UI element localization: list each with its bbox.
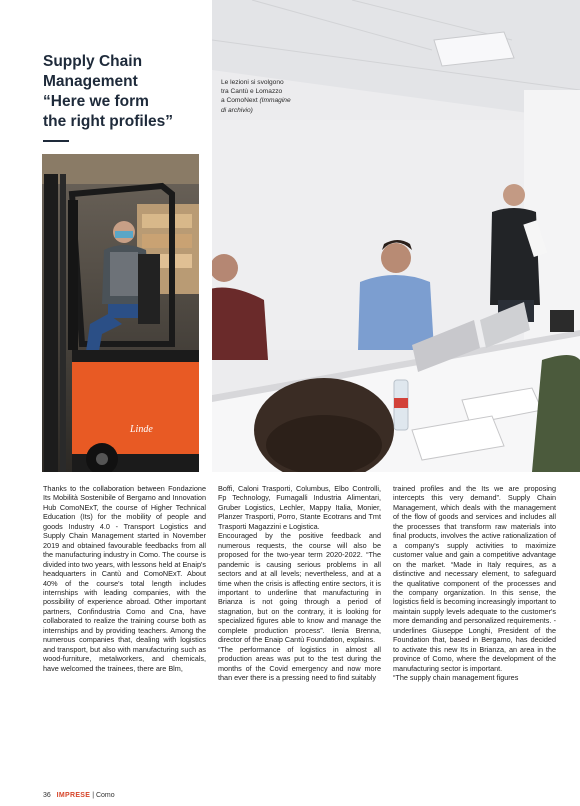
headline-line: the right profiles” xyxy=(43,113,174,130)
body-column-2 xyxy=(218,484,381,683)
headline-line: “Here we form xyxy=(43,93,149,110)
body-paragraph: Encouraged by the positive feedback and numerous requests, the course will also be proposed for the two-year term 2020-2022. “The pandemic is causing serious problems in all sectors and at all levels; nevertheless, and at a time when the crisis is affecting entire sectors, it is important to underline that manufacturing in Brianza is not going through a period of stagnation, but on the contrary, it is looking for specialized figures able to know and manage the complete production process”. Ilenia Brenna, director of the Enaip Cantù Foundation, explains. xyxy=(218,531,381,645)
headline-divider xyxy=(43,140,69,142)
headline-line: Management xyxy=(43,73,138,90)
section-name: Como xyxy=(95,792,115,799)
photo-caption xyxy=(221,78,341,115)
caption-italic: (Immagine xyxy=(259,97,291,105)
body-paragraph: “The supply chain management figures xyxy=(393,673,519,683)
forklift-illustration xyxy=(42,154,199,472)
body-paragraph: trained profiles and the Its we are proposing intercepts this very demand”. Supply Chain Management, which deals with the management of the flow of goods and services and includes all the processes that transform raw materials into final products, involves the active rationalization of a company's supply activities to maximize customer value and gain a competitive advantage on the market. “Made in Italy requires, as a distinctive and necessary element, to safeguard the qualitative component of the processes and the company organization. In this sense, the logistics field is becoming increasingly important to maintain supply levels adequate to the customer's more demanding and personalized requirements. - underlines Giuseppe Longhi, President of the Foundation that, based in Bergamo, has decided to activate this new Its in Brianza, an area in the province of Como, where the development of the manufacturing sector is important. xyxy=(393,484,556,673)
article-headline xyxy=(43,52,208,132)
classroom-photo xyxy=(212,0,580,472)
caption-text: a ComoNext xyxy=(221,97,260,105)
classroom-illustration xyxy=(212,0,580,472)
article-body xyxy=(43,484,568,683)
page-number: 36 xyxy=(43,792,51,799)
body-paragraph: “The performance of logistics in almost all production areas was put to the test during the months of the Covid emergency and now more than ever there is a pressing need to find suitably xyxy=(218,644,381,683)
body-paragraph: Thanks to the collaboration between Fondazione Its Mobilità Sostenibile of Bergamo and Innovation Hub ComoNExT, the course of Higher Technical Education (Its) for the mobility of people and goods Industry 4.0 - Transport Logistics and Supply Chain Management started in November 2019 and obtained favourable feedbacks from all the manufacturing industry in Como. The course is divided into two years, with lessons held at Enaip's headquarters in Cantù and ComoNExT. About 40% of the course's total length includes internships with leading companies, with the possibility of experience abroad. Other important partners, Confindustria Como and Cna, have collaborated to realize the training course both as internships and by providing teachers. Among the numerous companies that, dealing with logistics and transport, but also with manufacturing such as wood-furniture, metalworkers, and chemicals, have welcomed the trainees, there are Blm, xyxy=(43,484,206,673)
body-column-3 xyxy=(393,484,556,683)
caption-italic: di archivio) xyxy=(221,106,253,114)
page-footer xyxy=(43,792,115,799)
caption-line: Le lezioni si svolgono xyxy=(221,79,284,86)
headline-line: Supply Chain xyxy=(43,53,143,70)
caption-line: tra Cantù e Lomazzo xyxy=(221,88,283,96)
caption-line xyxy=(221,106,341,115)
footer-separator: | xyxy=(92,792,95,799)
forklift-brand-label: Linde xyxy=(130,424,153,435)
body-column-1 xyxy=(43,484,206,683)
magazine-name: IMPRESE xyxy=(56,792,91,799)
forklift-photo xyxy=(42,154,199,472)
caption-line xyxy=(221,96,341,105)
body-paragraph: Boffi, Caloni Trasporti, Columbus, Elbo Controlli, Fp Technology, Fumagalli Industria Alimentari, Gruber Logistics, Lechler, Mappy Italia, Monier, Planzer Trasporti, Porro, Stante Ecotrans and Tmt Trasporti Magazzini e Logistica. xyxy=(218,484,381,531)
